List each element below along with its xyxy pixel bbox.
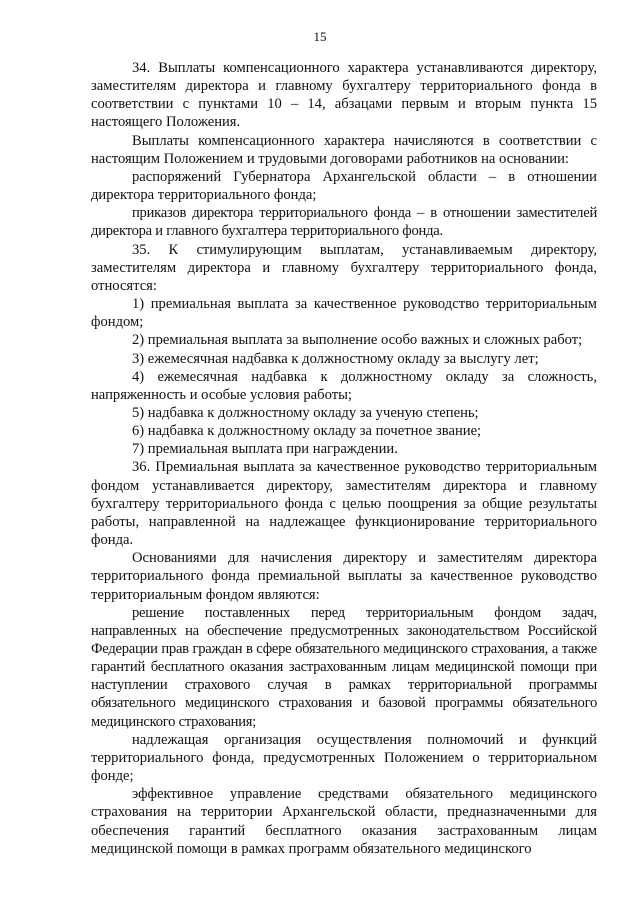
list-item-2: 2) премиальная выплата за выполнение особо важных и сложных работ;	[132, 332, 583, 349]
paragraph-35: 35. К стимулирующим выплатам, устанавливаемым директору, заместителям директора и главному бухгалтеру территориального фонда, относятся:	[91, 241, 597, 294]
list-item-4: 4) ежемесячная надбавка к должностному окладу за сложность, напряженность и особые условия работы;	[91, 368, 597, 403]
paragraph-bonus-grounds: Основаниями для начисления директору и заместителям директора территориального фонда премиальной выплаты за качественное руководство территориальным фондом являются:	[91, 550, 597, 603]
list-item-1: 1) премиальная выплата за качественное руководство территориальным фондом;	[91, 296, 597, 331]
paragraph-proper-organization: надлежащая организация осуществления полномочий и функций территориального фонда, предусмотренных Положением о территориальном фонде;	[91, 731, 597, 785]
page-number: 15	[313, 29, 327, 44]
paragraph-governor-orders: распоряжений Губернатора Архангельской области – в отношении директора территориального фонда;	[91, 168, 597, 204]
paragraph-director-orders: приказов директора территориального фонда – в отношении заместителей директора и главного бухгалтера территориального фонда.	[91, 205, 597, 240]
paragraph-34: 34. Выплаты компенсационного характера устанавливаются директору, заместителям директора и главному бухгалтеру территориального фонда в соответствии с пунктами 10 – 14, абзацами первым и вторым пункта 15 настоящего Положения.	[91, 60, 597, 131]
paragraph-36: 36. Премиальная выплата за качественное руководство территориальным фондом устанавливается директору, заместителям директора и главному бухгалтеру территориального фонда с целью поощрения за общие результаты работы, направленной на надлежащее функционирование территориального фонда.	[91, 459, 597, 549]
list-item-5: 5) надбавка к должностному окладу за ученую степень;	[132, 404, 479, 421]
paragraph-tasks-solution: решение поставленных перед территориальным фондом задач, направленных на обеспечение предусмотренных законодательством Российской Федерации прав граждан в сфере обязательного медицинского страхования, а также гарантий бесплатного оказания застрахованным лицам медицинской помощи при наступлении страхового случая в рамках территориальной программы обязательного медицинского страхования и базовой программы обязательного медицинского страхования;	[91, 604, 597, 730]
list-item-3: 3) ежемесячная надбавка к должностному окладу за выслугу лет;	[132, 350, 539, 367]
document-body	[91, 59, 597, 858]
list-item-7: 7) премиальная выплата при награждении.	[132, 441, 398, 458]
paragraph-compensation-basis: Выплаты компенсационного характера начисляются в соответствии с настоящим Положением и трудовыми договорами работников на основании:	[91, 132, 597, 167]
paragraph-effective-management: эффективное управление средствами обязательного медицинского страхования на территории Архангельской области, предназначенными для обеспечения гарантий бесплатного оказания застрахованным лицам медицинской помощи в рамках программ обязательного медицинского	[91, 786, 597, 857]
list-item-6: 6) надбавка к должностному окладу за почетное звание;	[132, 423, 482, 440]
